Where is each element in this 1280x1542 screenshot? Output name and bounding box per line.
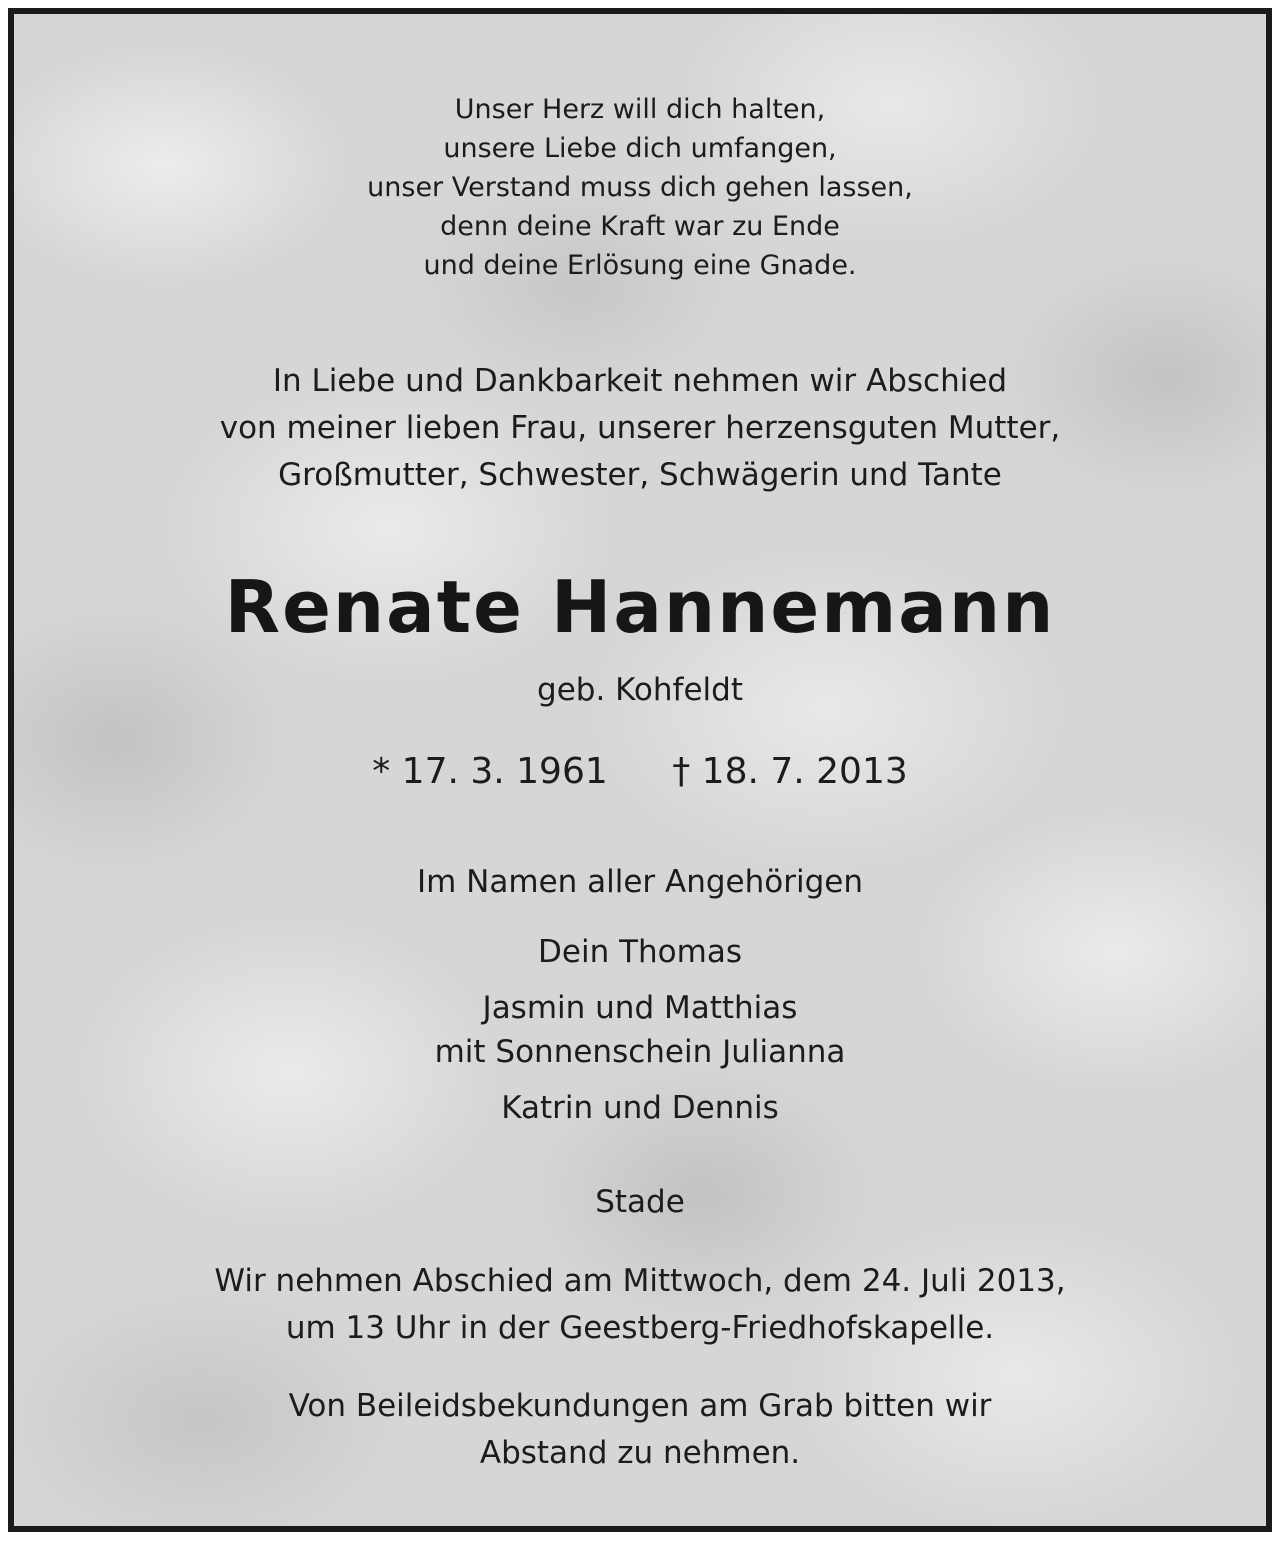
poem-line: Unser Herz will dich halten, bbox=[454, 94, 826, 125]
birth-date: * 17. 3. 1961 bbox=[372, 751, 608, 792]
intro-line: von meiner lieben Frau, unserer herzensguten Mutter, bbox=[219, 410, 1061, 446]
maiden-name: geb. Kohfeldt bbox=[537, 672, 743, 708]
poem-line: unsere Liebe dich umfangen, bbox=[443, 133, 837, 164]
farewell-intro bbox=[14, 358, 1266, 499]
request-line: Von Beileidsbekundungen am Grab bitten wir bbox=[288, 1388, 992, 1424]
family-member: mit Sonnenschein Julianna bbox=[434, 1034, 846, 1070]
request-line: Abstand zu nehmen. bbox=[479, 1435, 801, 1471]
intro-line: In Liebe und Dankbarkeit nehmen wir Abschied bbox=[272, 363, 1008, 399]
poem-line: und deine Erlösung eine Gnade. bbox=[423, 250, 857, 281]
condolence-request bbox=[14, 1383, 1266, 1477]
death-date: † 18. 7. 2013 bbox=[672, 751, 908, 792]
family-list bbox=[14, 930, 1266, 1130]
intro-line: Großmutter, Schwester, Schwägerin und Tante bbox=[278, 457, 1002, 493]
family-member: Jasmin und Matthias bbox=[482, 990, 798, 1026]
poem-line: denn deine Kraft war zu Ende bbox=[440, 211, 840, 242]
place: Stade bbox=[595, 1184, 685, 1220]
family-member: Katrin und Dennis bbox=[501, 1090, 779, 1126]
service-line: um 13 Uhr in der Geestberg-Friedhofskapelle. bbox=[285, 1310, 995, 1346]
service-line: Wir nehmen Abschied am Mittwoch, dem 24. Juli 2013, bbox=[214, 1263, 1066, 1299]
signoff: Im Namen aller Angehörigen bbox=[416, 864, 864, 900]
poem bbox=[14, 90, 1266, 285]
life-dates bbox=[14, 748, 1266, 796]
deceased-name: Renate Hannemann bbox=[224, 565, 1056, 649]
family-member: Dein Thomas bbox=[538, 934, 742, 970]
poem-line: unser Verstand muss dich gehen lassen, bbox=[367, 172, 913, 203]
service-info bbox=[14, 1258, 1266, 1352]
obituary-notice bbox=[8, 8, 1272, 1532]
